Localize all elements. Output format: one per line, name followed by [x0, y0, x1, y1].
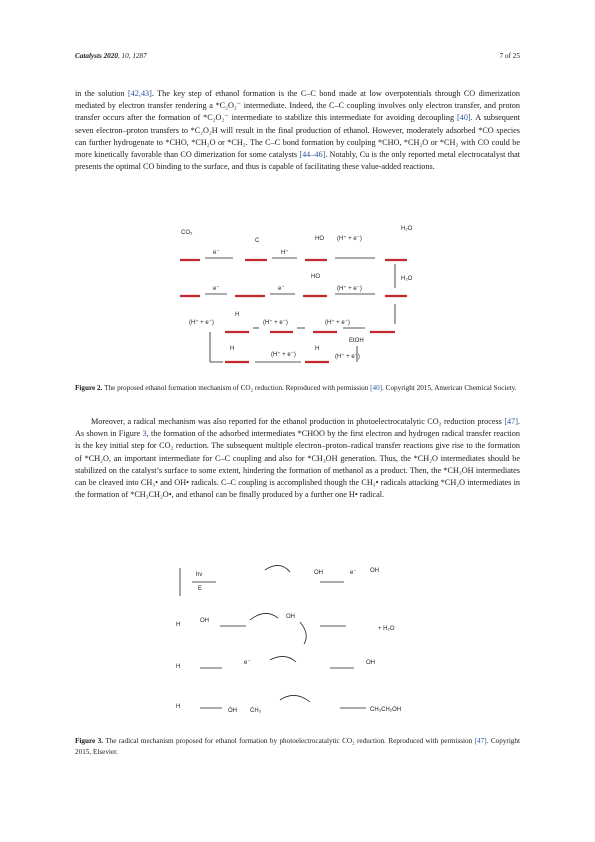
svg-text:OH: OH: [366, 660, 375, 666]
svg-text:(H⁺ + e⁻): (H⁺ + e⁻): [335, 354, 360, 360]
svg-text:OH: OH: [370, 568, 379, 574]
svg-text:hν: hν: [196, 572, 203, 578]
figure-2-caption: Figure 2. The proposed ethanol formation mechanism of CO₂ reduction. Reproduced with permission [40]. Copyright 2015, American Chemical Society.: [75, 384, 517, 392]
figure-3-caption: Figure 3. The radical mechanism proposed for ethanol formation by photoelectrocatalytic CO₂ reduction. Reproduced with permission [47]. Copyright 2015, Elsevier.: [75, 737, 520, 756]
figure-ref-link[interactable]: 3: [142, 429, 147, 439]
body-paragraph-2: Moreover, a radical mechanism was also reported for the ethanol production in photoelectrocatalytic CO₂ reduction process [47]. As shown in Figure 3, the formation of the adsorbed intermediates *CHOO by the first electron and hydrogen radical transfer reaction is the key initial step for CO₂ reduction. The subsequent multiple electron–proton–radical transfer reactions give rise to the formation of *CH₂O, an important intermediate for C–C coupling and also for *CH₃OH generation. Thus, the *CH₂O intermediates should be stabilized on the catalyst’s surface to some extent, hindering the formation of methanol as a product. Then, the *CH₃OH intermediates can be cleaved into CH₃• and OH• radicals. C–C coupling is accomplished though the CH₃• radicals attacking *CH₂O intermediates in the formation of *CH₃CH₂O•, and ethanol can be finally produced by a further one H• radical.: [75, 417, 520, 500]
figure-2-mechanism-diagram: [175, 220, 420, 370]
svg-text:e⁻: e⁻: [244, 660, 251, 666]
svg-text:H: H: [230, 346, 235, 352]
svg-text:H: H: [176, 704, 181, 710]
svg-text:HO: HO: [315, 236, 324, 242]
etoh-label: EtOH: [349, 338, 364, 344]
co2-label: CO₂: [181, 230, 193, 236]
svg-text:ĊH₃: ĊH₃: [250, 708, 262, 714]
svg-text:OH: OH: [286, 614, 295, 620]
water-product-label: + H₂O: [378, 626, 395, 632]
citation-link[interactable]: [44–46]: [299, 150, 326, 160]
svg-text:C: C: [255, 238, 260, 244]
svg-text:OH: OH: [200, 618, 209, 624]
radical-label: ȮH: [228, 708, 237, 714]
citation-link[interactable]: [40]: [370, 384, 383, 392]
svg-text:H: H: [235, 312, 240, 318]
citation-link[interactable]: [40]: [457, 113, 471, 123]
svg-text:e⁻: e⁻: [350, 570, 357, 576]
citation-link[interactable]: [47]: [504, 417, 518, 426]
citation-link[interactable]: [47]: [474, 737, 487, 745]
svg-text:HO: HO: [311, 274, 320, 280]
svg-text:e⁻: e⁻: [278, 286, 285, 292]
svg-text:e⁻: e⁻: [213, 250, 220, 256]
page-number: 7 of 25: [499, 52, 520, 60]
svg-text:H₂O: H₂O: [401, 226, 413, 232]
running-header-journal: Catalysts 2020, 10, 1287: [75, 52, 147, 60]
svg-text:(H⁺ + e⁻): (H⁺ + e⁻): [271, 352, 296, 358]
svg-text:H⁺: H⁺: [281, 250, 289, 256]
svg-text:H: H: [176, 622, 181, 628]
svg-text:OH: OH: [314, 570, 323, 576]
citation-link[interactable]: [42,43]: [127, 89, 152, 98]
svg-text:H: H: [176, 664, 181, 670]
svg-text:(H⁺ + e⁻): (H⁺ + e⁻): [263, 320, 288, 326]
body-paragraph-1: in the solution [42,43]. The key step of ethanol formation is the C–C bond made at low overpotentials through CO dimerization mediated by electron transfer rendering a *C₂O₂⁻ intermediate. Indeed, the C–C coupling involves only electron transfer, and proton transfer occurs after the formation of *C₂O₂⁻ intermediate to stabilize this intermediate for avoiding decoupling [40]. A subsequent seven electron–proton transfers to *C₂O₂H will result in the final production of ethanol. However, moderately adsorbed *CO species can further hydrogenate to *CHO, *CH₂O or *CH₂. The C–C bond formation by coulping *CHO, *CH₂O or *CH₂ with CO could be more kinetically favorable than CO dimerization for some catalysts [44–46]. Notably, Cu is the only reported metal electrocatalyst that presents the optimal CO binding to the surface, and thus is capable of facilitating these value-added reactions.: [75, 89, 520, 172]
svg-text:H: H: [315, 346, 320, 352]
svg-text:H₂O: H₂O: [401, 276, 413, 282]
svg-text:e⁻: e⁻: [213, 286, 220, 292]
ethanol-product-label: CH₃CH₂OH: [370, 707, 402, 713]
svg-text:(H⁺ + e⁻): (H⁺ + e⁻): [189, 320, 214, 326]
figure-3-radical-mechanism-diagram: [170, 560, 430, 730]
svg-text:(H⁺ + e⁻): (H⁺ + e⁻): [325, 320, 350, 326]
svg-text:E: E: [198, 586, 203, 592]
svg-text:(H⁺ + e⁻): (H⁺ + e⁻): [337, 236, 362, 242]
svg-text:(H⁺ + e⁻): (H⁺ + e⁻): [337, 286, 362, 292]
